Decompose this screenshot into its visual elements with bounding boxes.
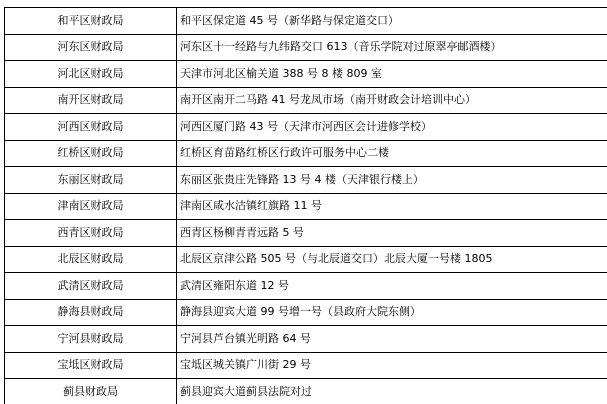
office-address-cell: 河东区十一经路与九纬路交口 613（音乐学院对过原翠亭邮酒楼） bbox=[177, 34, 607, 61]
office-address-cell: 北辰区京津公路 505 号（与北辰道交口）北辰大厦一号楼 1805 bbox=[177, 246, 607, 273]
office-address-cell: 武清区雍阳东道 12 号 bbox=[177, 273, 607, 300]
office-name-cell: 和平区财政局 bbox=[5, 8, 177, 35]
table-row bbox=[5, 61, 607, 88]
office-address-cell: 宁河县芦台镇光明路 64 号 bbox=[177, 326, 607, 353]
table-row bbox=[5, 352, 607, 379]
office-address-cell: 河西区厦门路 43 号（天津市河西区会计进修学校） bbox=[177, 114, 607, 141]
office-name-cell: 河东区财政局 bbox=[5, 34, 177, 61]
office-address-cell: 天津市河北区榆关道 388 号 8 楼 809 室 bbox=[177, 61, 607, 88]
finance-office-table bbox=[4, 7, 607, 404]
table-row bbox=[5, 379, 607, 404]
table-row bbox=[5, 87, 607, 114]
office-name-cell: 东丽区财政局 bbox=[5, 167, 177, 194]
office-address-cell: 津南区咸水沽镇红旗路 11 号 bbox=[177, 193, 607, 220]
table-row bbox=[5, 326, 607, 353]
office-address-cell: 西青区杨柳青青远路 5 号 bbox=[177, 220, 607, 247]
office-name-cell: 津南区财政局 bbox=[5, 193, 177, 220]
table-row bbox=[5, 299, 607, 326]
office-name-cell: 宝坻区财政局 bbox=[5, 352, 177, 379]
office-name-cell: 河西区财政局 bbox=[5, 114, 177, 141]
table-row bbox=[5, 114, 607, 141]
table-row bbox=[5, 8, 607, 35]
office-name-cell: 静海县财政局 bbox=[5, 299, 177, 326]
office-name-cell: 武清区财政局 bbox=[5, 273, 177, 300]
office-name-cell: 红桥区财政局 bbox=[5, 140, 177, 167]
table-row bbox=[5, 220, 607, 247]
office-address-cell: 红桥区育苗路红桥区行政许可服务中心二楼 bbox=[177, 140, 607, 167]
office-name-cell: 宁河县财政局 bbox=[5, 326, 177, 353]
office-name-cell: 北辰区财政局 bbox=[5, 246, 177, 273]
table-body bbox=[5, 8, 607, 404]
table-row bbox=[5, 273, 607, 300]
office-name-cell: 蓟县财政局 bbox=[5, 379, 177, 404]
table-row bbox=[5, 34, 607, 61]
table-row bbox=[5, 193, 607, 220]
office-address-cell: 蓟县迎宾大道蓟县法院对过 bbox=[177, 379, 607, 404]
table-row bbox=[5, 140, 607, 167]
office-address-cell: 南开区南开二马路 41 号龙凤市场（南开财政会计培训中心） bbox=[177, 87, 607, 114]
office-address-cell: 和平区保定道 45 号（新华路与保定道交口） bbox=[177, 8, 607, 35]
office-address-cell: 宝坻区城关镇广川街 29 号 bbox=[177, 352, 607, 379]
table-row bbox=[5, 246, 607, 273]
office-address-cell: 东丽区张贵庄先锋路 13 号 4 楼（天津银行楼上） bbox=[177, 167, 607, 194]
office-name-cell: 西青区财政局 bbox=[5, 220, 177, 247]
office-name-cell: 南开区财政局 bbox=[5, 87, 177, 114]
office-name-cell: 河北区财政局 bbox=[5, 61, 177, 88]
table-row bbox=[5, 167, 607, 194]
office-address-cell: 静海县迎宾大道 99 号增一号（县政府大院东侧） bbox=[177, 299, 607, 326]
